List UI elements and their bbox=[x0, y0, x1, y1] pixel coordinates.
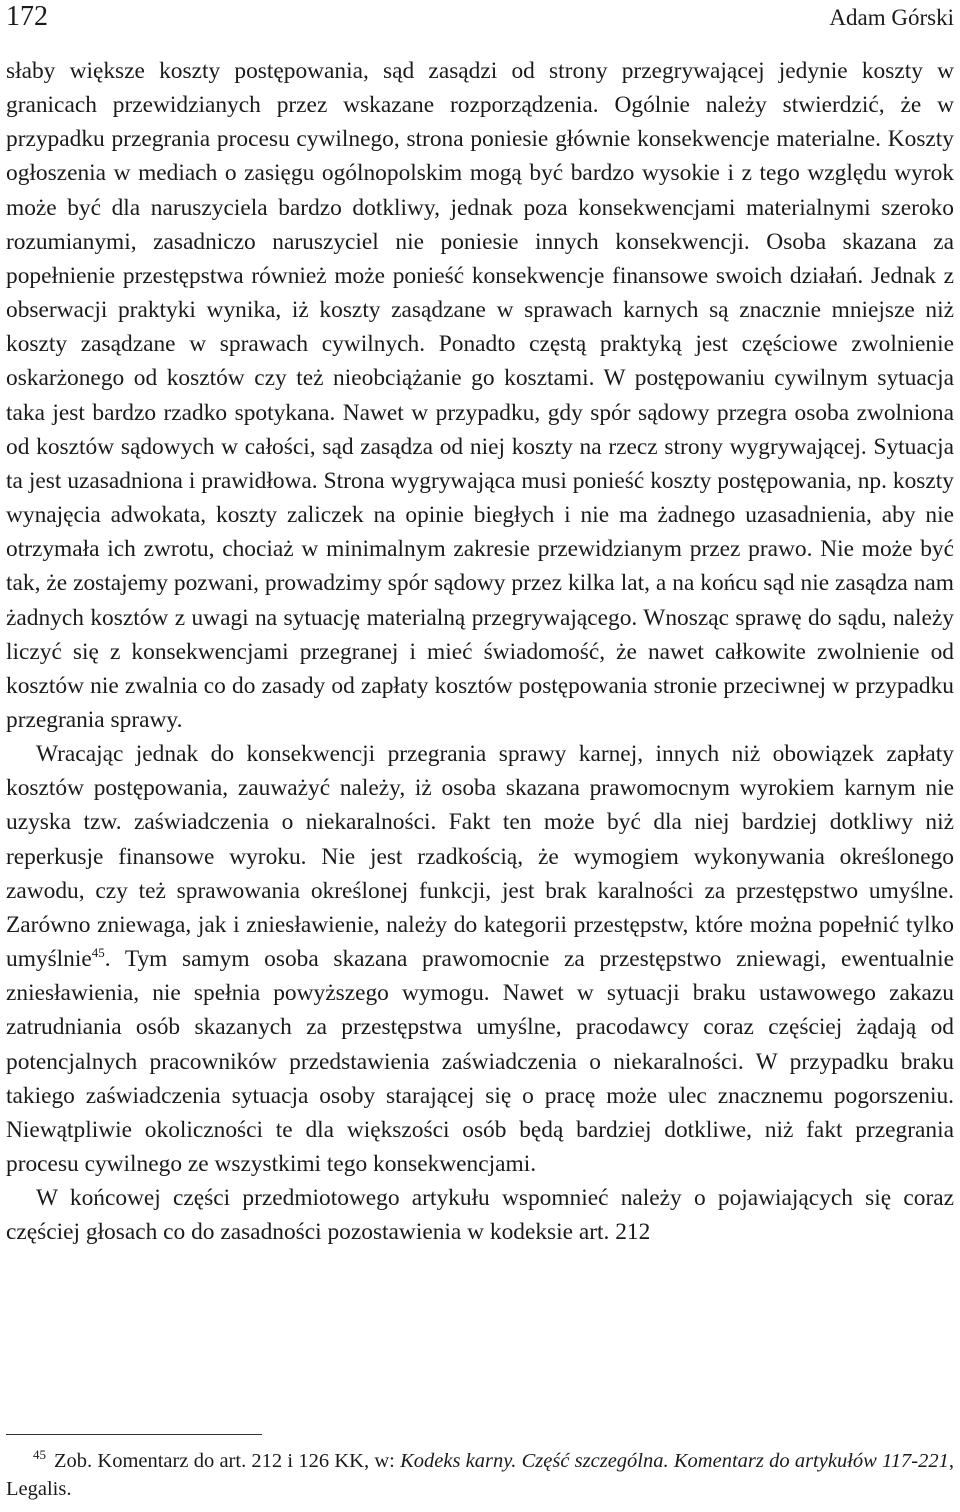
paragraph: słaby większe koszty postępowania, sąd zasądzi od strony przegrywającej jedynie koszty w granicach przewidzianych przez wskazane rozporządzenia. Ogólnie należy stwierdzić, że w przypadku przegrania procesu cywilnego, strona poniesie głównie konsekwencje materialne. Koszty ogłoszenia w mediach o zasięgu ogólnopolskim mogą być bardzo wysokie i z tego względu wyrok może być dla naruszyciela bardzo dotkliwy, jednak poza konsekwencjami materialnymi szeroko rozumianymi, zasadniczo naruszyciel nie poniesie innych konsekwencji. Osoba skazana za popełnienie przestępstwa również może ponieść konsekwencje finansowe swoich działań. Jednak z obserwacji praktyki wynika, iż koszty zasądzane w sprawach karnych są znacznie mniejsze niż koszty zasądzane w sprawach cywilnych. Ponadto częstą praktyką jest częściowe zwolnienie oskarżonego od kosztów czy też nieobciążanie go kosztami. W postępowaniu cywilnym sytuacja taka jest bardzo rzadko spotykana. Nawet w przypadku, gdy spór sądowy przegra osoba zwolniona od kosztów sądowych w całości, sąd zasądza od niej koszty na rzecz strony wygrywającej. Sytuacja ta jest uzasadniona i prawidłowa. Strona wygrywająca musi ponieść koszty postępowania, np. koszty wynajęcia adwokata, koszty zaliczek na opinie biegłych i nie ma żadnego uzasadnienia, aby nie otrzymała ich zwrotu, chociaż w minimalnym zakresie przewidzianym przez prawo. Nie może być tak, że zostajemy pozwani, prowadzimy spór sądowy przez kilka lat, a na końcu sąd nie zasądza nam żadnych kosztów z uwagi na sytuację materialną przegrywającego. Wnosząc sprawę do sądu, należy liczyć się z konsekwencjami przegranej i mieć świadomość, że nawet całkowite zwolnienie od kosztów nie zwalnia co do zasady od zapłaty kosztów postępowania stronie przeciwnej w przypadku przegrania sprawy. bbox=[6, 58, 954, 733]
paragraph bbox=[6, 737, 954, 1181]
paragraph-text: Wracając jednak do konsekwencji przegrania sprawy karnej, innych niż obowiązek zapłaty kosztów postępowania, zauważyć należy, iż osoba skazana prawomocnym wyrokiem karnym nie uzyska tzw. zaświadczenia o niekaralności. Fakt ten może być dla niej bardziej dotkliwy niż reperkusje finansowe wyroku. Nie jest rzadkością, że wymogiem wykonywania określonego zawodu, czy też sprawowania określonej funkcji, jest brak karalności za przestępstwo umyślne. Zarówno zniewaga, jak i zniesławienie, należy do kategorii przestępstw, które można popełnić tylko umyślnie bbox=[6, 741, 954, 973]
footnote-title: Kodeks karny. Część szczególna. Komentarz do artykułów 117-221 bbox=[400, 1450, 949, 1472]
footnote-separator bbox=[6, 1434, 262, 1435]
page-header bbox=[6, 0, 954, 34]
paragraph-text: . Tym samym osoba skazana prawomocnie za przestępstwo zniewagi, ewentualnie zniesławienia, nie spełnia powyższego wymogu. Nawet w sytuacji braku ustawowego zakazu zatrudniania osób skazanych za przestępstwa umyślne, pracodawcy coraz częściej żądają od potencjalnych pracowników przedstawienia zaświadczenia o niekaralności. W przypadku braku takiego zaświadczenia sytuacja osoby starającej się o pracę może ulec znacznemu pogorszeniu. Niewątpliwie okoliczności te dla większości osób będą bardziej dotkliwe, niż fakt przegrania procesu cywilnego ze wszystkimi tego konsekwencjami. bbox=[6, 946, 954, 1177]
body-text bbox=[6, 54, 954, 1249]
paragraph: W końcowej części przedmiotowego artykułu wspomnieć należy o pojawiających się coraz częściej głosach co do zasadności pozostawienia w kodeksie art. 212 bbox=[6, 1185, 954, 1246]
footnote-reference[interactable]: 45 bbox=[91, 945, 105, 961]
running-head-author: Adam Górski bbox=[829, 5, 954, 30]
footnote-text: Zob. Komentarz do art. 212 i 126 KK, w: bbox=[54, 1450, 401, 1472]
footnote-source: , Legalis. bbox=[6, 1450, 954, 1500]
page-number: 172 bbox=[6, 1, 48, 32]
footnote: 45 Zob. Komentarz do art. 212 i 126 KK, w: Kodeks karny. Część szczególna. Komentarz do artykułów 117-221, Legalis. bbox=[6, 1447, 954, 1500]
